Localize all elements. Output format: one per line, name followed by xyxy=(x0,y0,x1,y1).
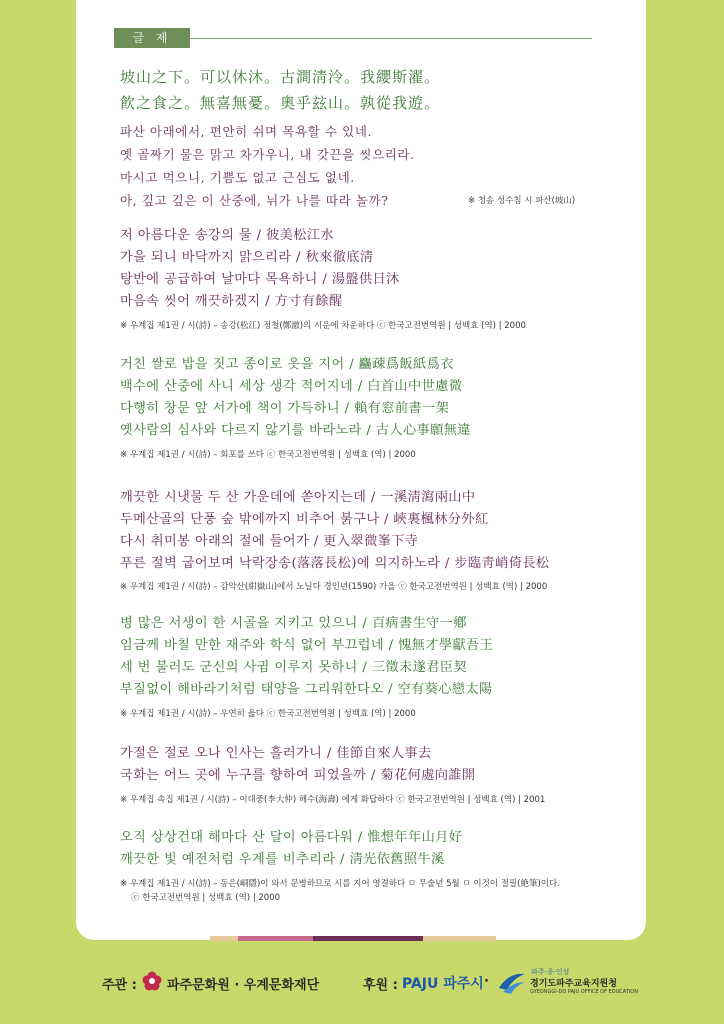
footer xyxy=(0,960,724,1010)
intro-source: ※ 청송 성수침 시 파산(坡山) xyxy=(468,196,576,206)
poem-1-note: ※ 우계집 제1권 / 시(詩) – 송강(松江) 정철(鄭澈)의 시운에 차운하다 ⓒ 한국고전번역원 | 성백효 (역) | 2000 xyxy=(120,321,526,331)
education-office-english: GYEONGGI-DO PAJU OFFICE OF EDUCATION xyxy=(530,989,638,995)
poem-3-note: ※ 우계집 제1권 / 시(詩) – 감악산(紺嶽山)에서 노닐다 경인년(1590) 가을 ⓒ 한국고전번역원 | 성백효 (역) | 2000 xyxy=(120,582,548,592)
host-organizations: 파주문화원 · 우계문화재단 xyxy=(167,978,320,993)
intro-korean-line-2: 옛 골짜기 물은 맑고 차가우니, 내 갓끈을 씻으리라. xyxy=(120,147,415,162)
education-office-logo-icon xyxy=(497,968,527,996)
intro-korean-line-3: 마시고 먹으니, 기쁨도 없고 근심도 없네. xyxy=(120,170,355,185)
sponsor-label: 후원 : xyxy=(363,978,398,993)
footer-separator-dot: · xyxy=(484,974,489,989)
poem-4-line-1: 병 많은 서생이 한 시골을 지키고 있으니 / 百病書生守一鄕 xyxy=(120,616,467,631)
intro-korean-line-4: 아, 깊고 깊은 이 산중에, 뉘가 나를 따라 놀까? xyxy=(120,193,389,208)
poem-6-line-1: 오직 상상건대 해마다 산 달이 아름다워 / 惟想年年山月好 xyxy=(120,830,463,845)
poem-5-note: ※ 우계집 속집 제1권 / 시(詩) – 이대중(李大仲) 해수(海壽) 에게 화답하다 ⓒ 한국고전번역원 | 성백효 (역) | 2001 xyxy=(120,795,546,805)
poem-4-line-2: 임금께 바칠 만한 재주와 학식 없어 부끄럽네 / 愧無才學獻吾王 xyxy=(120,638,494,653)
education-office-name: 경기도파주교육지원청 xyxy=(530,979,617,989)
intro-korean-line-1: 파산 아래에서, 편안히 쉬며 목욕할 수 있네. xyxy=(120,124,373,139)
decor-strip-1 xyxy=(210,936,238,941)
poem-6-line-2: 깨끗한 빛 예전처럼 우계를 비추리라 / 淸光依舊照牛溪 xyxy=(120,852,445,867)
poem-6-note: ※ 우계집 제1권 / 시(詩) – 동은(峒隱)이 와서 문병하므로 시를 지어 영결하다 ㅁ 무술년 5월 ㅁ 이것이 절필(絶筆)이다. xyxy=(120,879,560,889)
poem-4-note: ※ 우계집 제1권 / 시(詩) – 우연히 읊다 ⓒ 한국고전번역원 | 성백효 (역) | 2000 xyxy=(120,709,416,719)
poem-2-line-3: 다행히 창문 앞 서가에 책이 가득하니 / 賴有窓前書一架 xyxy=(120,401,450,416)
poem-6-note-copyright: ⓒ 한국고전번역원 | 성백효 (역) | 2000 xyxy=(131,893,281,903)
poem-1-line-1: 저 아름다운 송강의 물 / 彼美松江水 xyxy=(120,228,334,243)
section-divider xyxy=(190,38,592,39)
paju-culture-logo-icon xyxy=(141,970,163,992)
decor-strip-2 xyxy=(238,936,313,941)
section-tag: 글 제 xyxy=(114,28,190,48)
poem-1-line-3: 탕반에 공급하여 날마다 목욕하니 / 湯盤供日沐 xyxy=(120,272,400,287)
poem-1-line-2: 가을 되니 바닥까지 맑으리라 / 秋來徹底淸 xyxy=(120,250,374,265)
decor-strip-3 xyxy=(313,936,423,941)
poem-4-line-4: 부질없이 해바라기처럼 태양을 그리워한다오 / 空有葵心戀太陽 xyxy=(120,682,493,697)
poem-3-line-2: 두메산골의 단풍 숲 밖에까지 비추어 붉구나 / 峽裏楓林分外紅 xyxy=(120,512,489,527)
decor-strip-4 xyxy=(423,936,496,941)
intro-hanzi-line-1: 坡山之下。可以休沐。古澗淸泠。我纓斯濯。 xyxy=(120,68,441,86)
poem-3-line-3: 다시 취미봉 아래의 절에 들어가 / 更入翠微峯下寺 xyxy=(120,534,419,549)
poem-2-note: ※ 우계집 제1권 / 시(詩) – 회포를 쓰다 ⓒ 한국고전번역원 | 성백효 (역) | 2000 xyxy=(120,450,416,460)
intro-hanzi-line-2: 飮之食之。無喜無憂。奧乎玆山。孰從我遊。 xyxy=(120,94,441,112)
poem-1-line-4: 마음속 씻어 깨끗하겠지 / 方寸有餘醒 xyxy=(120,294,343,309)
poem-2-line-4: 옛사람의 심사와 다르지 않기를 바라노라 / 古人心事願無違 xyxy=(120,423,471,438)
poem-5-line-2: 국화는 어느 곳에 누구를 향하여 피었을까 / 菊花何處向誰開 xyxy=(120,768,476,783)
host-label: 주관 : xyxy=(102,978,137,993)
poem-3-line-4: 푸른 절벽 굽어보며 낙락장송(落落長松)에 의지하노라 / 步臨靑峭倚長松 xyxy=(120,556,550,571)
poem-3-line-1: 깨끗한 시냇물 두 산 가운데에 쏟아지는데 / 一溪淸瀉兩山中 xyxy=(120,490,476,505)
education-office-subtitle: 파주·종·인성 xyxy=(531,968,570,976)
poem-2-line-1: 거친 쌀로 밥을 짓고 종이로 옷을 지어 / 麤疎爲飯紙爲衣 xyxy=(120,357,454,372)
poem-2-line-2: 백수에 산중에 사니 세상 생각 적어지네 / 白首山中世慮微 xyxy=(120,379,463,394)
poem-4-line-3: 세 번 불러도 군신의 사귐 이루지 못하니 / 三徵未遂君臣契 xyxy=(120,660,467,675)
paju-city-logo: PAJU 파주시 xyxy=(402,976,484,992)
poem-5-line-1: 가절은 절로 오나 인사는 흘러가니 / 佳節自來人事去 xyxy=(120,746,432,761)
